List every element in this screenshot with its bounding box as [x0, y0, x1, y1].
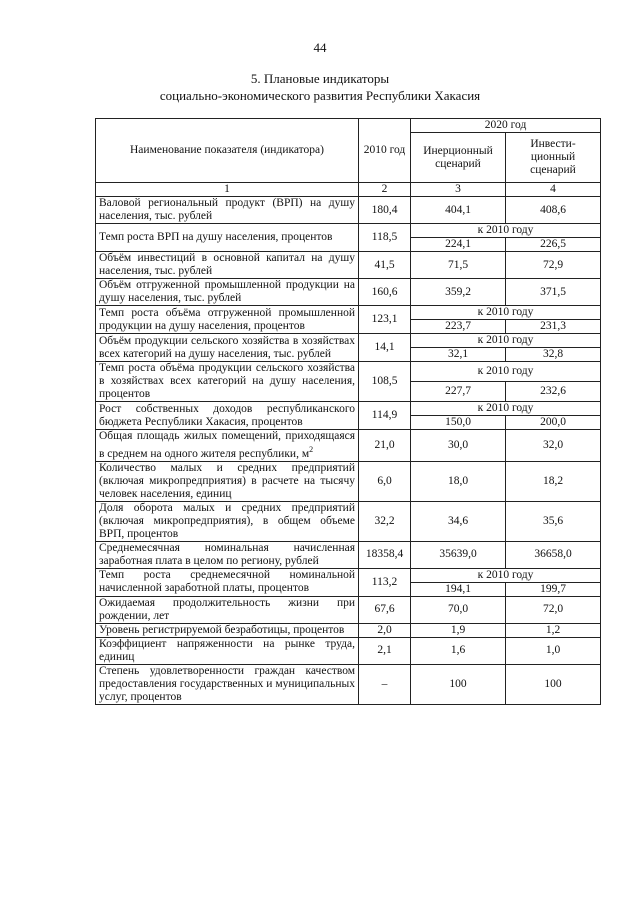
value-investment: 371,5	[506, 279, 601, 306]
value-investment: 200,0	[506, 416, 601, 430]
header-name-column: Наименование показателя (индикатора)	[96, 119, 359, 183]
indicator-name: Ожидаемая продолжительность жизни при рождении, лет	[96, 596, 359, 623]
value-2010: 14,1	[359, 334, 411, 362]
table-row	[96, 279, 601, 306]
table-row	[96, 501, 601, 541]
column-number: 4	[506, 183, 601, 197]
indicator-name: Рост собственных доходов республиканского бюджета Республики Хакасия, процентов	[96, 402, 359, 430]
value-2010: 21,0	[359, 430, 411, 462]
value-investment: 100	[506, 664, 601, 704]
indicator-name: Объём инвестиций в основной капитал на душу населения, тыс. рублей	[96, 252, 359, 279]
table-row	[96, 430, 601, 462]
value-investment: 72,0	[506, 596, 601, 623]
value-inertial: 70,0	[411, 596, 506, 623]
compare-label: к 2010 году	[411, 568, 601, 582]
value-2010: 32,2	[359, 501, 411, 541]
value-investment: 231,3	[506, 320, 601, 334]
value-2010: 180,4	[359, 197, 411, 224]
indicator-name: Среднемесячная номинальная начисленная заработная плата в целом по региону, рублей	[96, 541, 359, 568]
table-row	[96, 197, 601, 224]
header-year-2020: 2020 год	[411, 119, 601, 133]
value-inertial: 150,0	[411, 416, 506, 430]
table-row	[96, 224, 601, 238]
value-2010: 6,0	[359, 461, 411, 501]
value-inertial: 35639,0	[411, 541, 506, 568]
indicator-name: Валовой региональный продукт (ВРП) на душу населения, тыс. рублей	[96, 197, 359, 224]
value-inertial: 30,0	[411, 430, 506, 462]
value-2010: 118,5	[359, 224, 411, 252]
value-investment: 32,8	[506, 348, 601, 362]
value-investment: 36658,0	[506, 541, 601, 568]
table-row	[96, 362, 601, 382]
page-number: 44	[313, 40, 327, 55]
value-inertial: 34,6	[411, 501, 506, 541]
superscript: 2	[309, 445, 314, 454]
title-line-2: социально-экономического развития Республики Хакасия	[159, 88, 481, 103]
value-inertial: 1,9	[411, 623, 506, 637]
indicator-name: Коэффициент напряженности на рынке труда, единиц	[96, 637, 359, 664]
value-inertial: 224,1	[411, 238, 506, 252]
table-row	[96, 306, 601, 320]
table-row	[96, 623, 601, 637]
value-inertial: 223,7	[411, 320, 506, 334]
value-investment: 35,6	[506, 501, 601, 541]
indicator-name: Общая площадь жилых помещений, приходящаяся в среднем на одного жителя республики, $м^2$	[96, 430, 359, 462]
indicator-name: Объём отгруженной промышленной продукции на душу населения, тыс. рублей	[96, 279, 359, 306]
value-investment: 32,0	[506, 430, 601, 462]
indicator-name: Доля оборота малых и средних предприятий (включая микропредприятия), в общем объеме ВРП, процентов	[96, 501, 359, 541]
value-investment: 1,0	[506, 637, 601, 664]
value-investment: 408,6	[506, 197, 601, 224]
value-2010: 160,6	[359, 279, 411, 306]
value-inertial: 227,7	[411, 382, 506, 402]
compare-label: к 2010 году	[411, 402, 601, 416]
value-investment: 72,9	[506, 252, 601, 279]
value-2010: 108,5	[359, 362, 411, 402]
header-inertial-scenario: Инерционный сценарий	[411, 133, 506, 183]
value-investment: 1,2	[506, 623, 601, 637]
value-2010: 123,1	[359, 306, 411, 334]
compare-label: к 2010 году	[411, 306, 601, 320]
value-2010: 67,6	[359, 596, 411, 623]
value-inertial: 194,1	[411, 582, 506, 596]
value-inertial: 100	[411, 664, 506, 704]
value-2010: 18358,4	[359, 541, 411, 568]
compare-label: к 2010 году	[411, 334, 601, 348]
indicator-name: Темп роста объёма отгруженной промышленной продукции на душу населения, процентов	[96, 306, 359, 334]
column-number: 1	[96, 183, 359, 197]
value-inertial: 1,6	[411, 637, 506, 664]
table-row	[96, 252, 601, 279]
table-row	[96, 637, 601, 664]
value-inertial: 71,5	[411, 252, 506, 279]
value-2010: 113,2	[359, 568, 411, 596]
column-number: 2	[359, 183, 411, 197]
value-investment: 199,7	[506, 582, 601, 596]
value-investment: 226,5	[506, 238, 601, 252]
value-inertial: 359,2	[411, 279, 506, 306]
indicator-name: Темп роста ВРП на душу населения, процентов	[96, 224, 359, 252]
value-inertial: 32,1	[411, 348, 506, 362]
indicator-name: Объём продукции сельского хозяйства в хозяйствах всех категорий на душу населения, тыс. рублей	[96, 334, 359, 362]
value-2010: 2,0	[359, 623, 411, 637]
value-2010: 114,9	[359, 402, 411, 430]
table-row	[96, 541, 601, 568]
column-number: 3	[411, 183, 506, 197]
indicator-name: Уровень регистрируемой безработицы, процентов	[96, 623, 359, 637]
indicator-name: Темп роста среднемесячной номинальной начисленной заработной платы, процентов	[96, 568, 359, 596]
table-row	[96, 568, 601, 582]
indicator-name: Темп роста объёма продукции сельского хозяйства в хозяйствах всех категорий на душу населения, процентов	[96, 362, 359, 402]
indicators-table	[95, 118, 601, 705]
table-row	[96, 334, 601, 348]
table-row	[96, 402, 601, 416]
compare-label: к 2010 году	[411, 362, 601, 382]
table-row	[96, 461, 601, 501]
header-year-2010: 2010 год	[359, 119, 411, 183]
value-inertial: 404,1	[411, 197, 506, 224]
compare-label: к 2010 году	[411, 224, 601, 238]
header-investment-scenario: Инвести- ционный сценарий	[506, 133, 601, 183]
title-line-1: 5. Плановые индикаторы	[250, 71, 390, 86]
value-2010: –	[359, 664, 411, 704]
value-investment: 232,6	[506, 382, 601, 402]
value-investment: 18,2	[506, 461, 601, 501]
indicator-name: Степень удовлетворенности граждан качеством предоставления государственных и муниципальных услуг, процентов	[96, 664, 359, 704]
value-2010: 2,1	[359, 637, 411, 664]
value-inertial: 18,0	[411, 461, 506, 501]
table-row	[96, 596, 601, 623]
indicator-name: Количество малых и средних предприятий (включая микропредприятия) в расчете на тысячу человек населения, единиц	[96, 461, 359, 501]
value-2010: 41,5	[359, 252, 411, 279]
page-title	[0, 70, 640, 104]
table-row	[96, 664, 601, 704]
